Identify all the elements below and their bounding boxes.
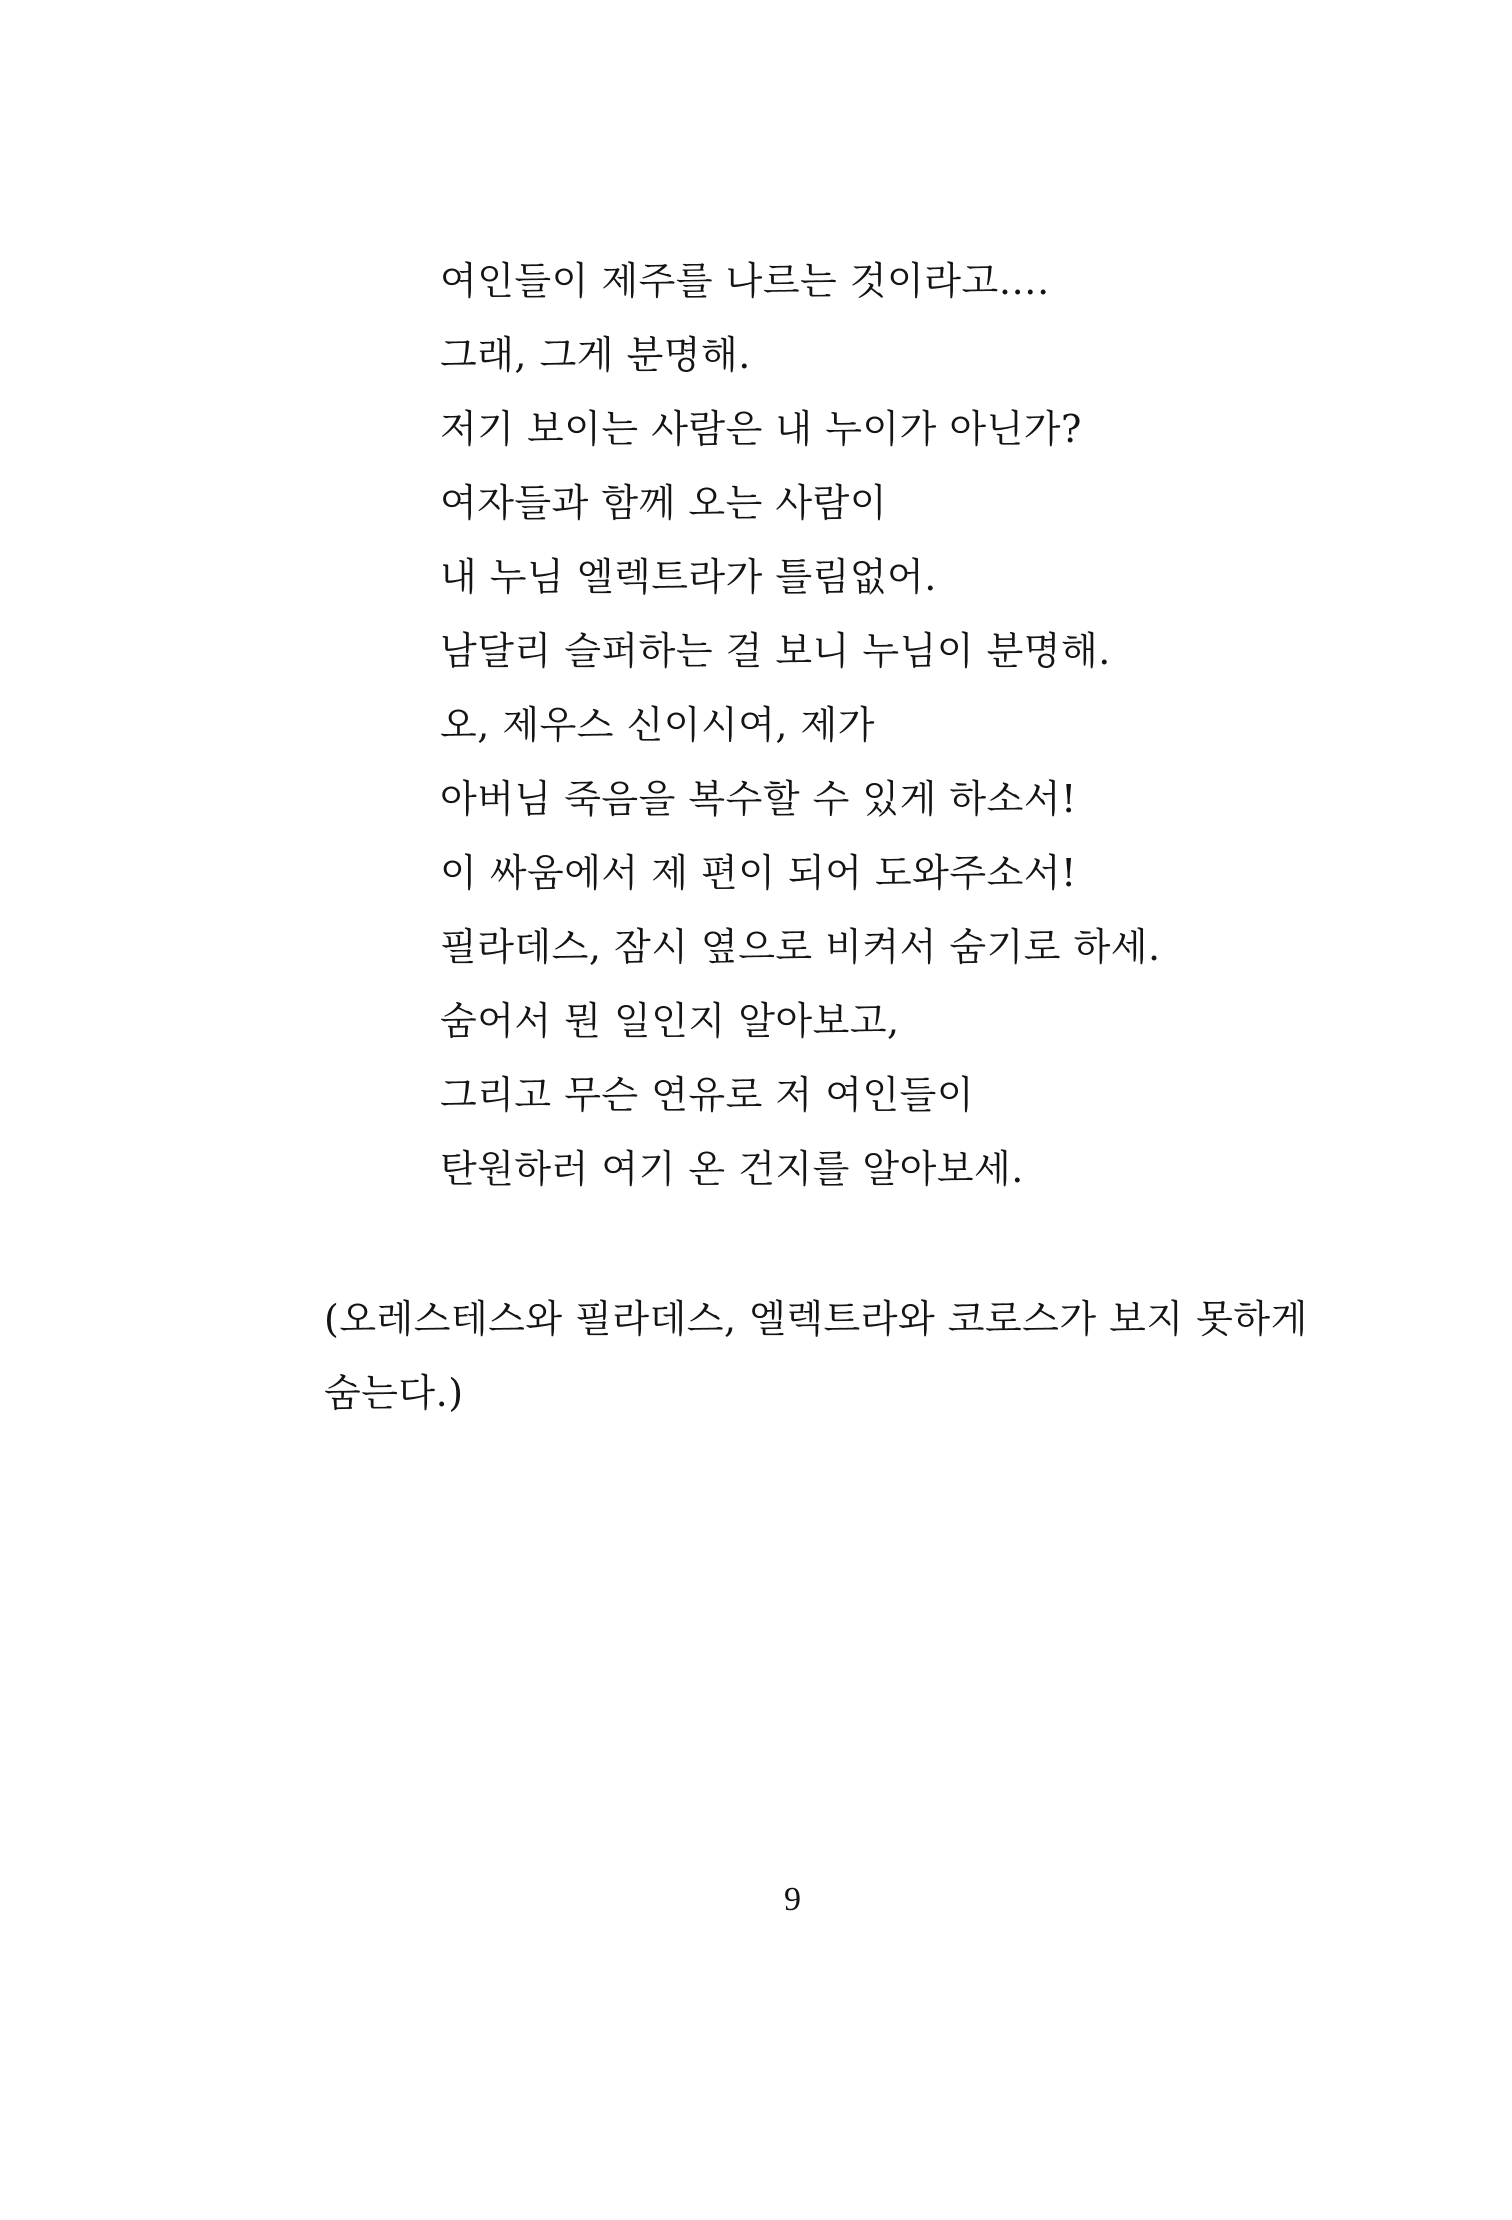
verse-line: 여자들과 함께 오는 사람이: [440, 481, 888, 525]
stage-direction-line: 숨는다.): [324, 1371, 464, 1415]
verse-line: 내 누님 엘렉트라가 틀림없어.: [440, 555, 937, 599]
verse-line: 남달리 슬퍼하는 걸 보니 누님이 분명해.: [440, 629, 1111, 673]
verse-line: 아버님 죽음을 복수할 수 있게 하소서!: [440, 777, 1077, 821]
verse-line: 탄원하러 여기 온 건지를 알아보세.: [440, 1147, 1024, 1191]
verse-block: [440, 244, 1360, 1206]
stage-direction: [324, 1282, 1344, 1430]
verse-line: 그래, 그게 분명해.: [440, 333, 751, 377]
verse-line: 이 싸움에서 제 편이 되어 도와주소서!: [440, 851, 1077, 895]
verse-line: 저기 보이는 사람은 내 누이가 아닌가?: [440, 407, 1082, 451]
verse-line: 숨어서 뭔 일인지 알아보고,: [440, 999, 900, 1043]
stage-direction-line: (오레스테스와 필라데스, 엘렉트라와 코로스가 보지 못하게: [324, 1297, 1308, 1341]
verse-line: 여인들이 제주를 나르는 것이라고….: [440, 259, 1050, 303]
verse-line: 그리고 무슨 연유로 저 여인들이: [440, 1073, 975, 1117]
verse-line: 필라데스, 잠시 옆으로 비켜서 숨기로 하세.: [440, 925, 1161, 969]
verse-line: 오, 제우스 신이시여, 제가: [440, 703, 875, 747]
page-number: 9: [784, 1881, 801, 1918]
